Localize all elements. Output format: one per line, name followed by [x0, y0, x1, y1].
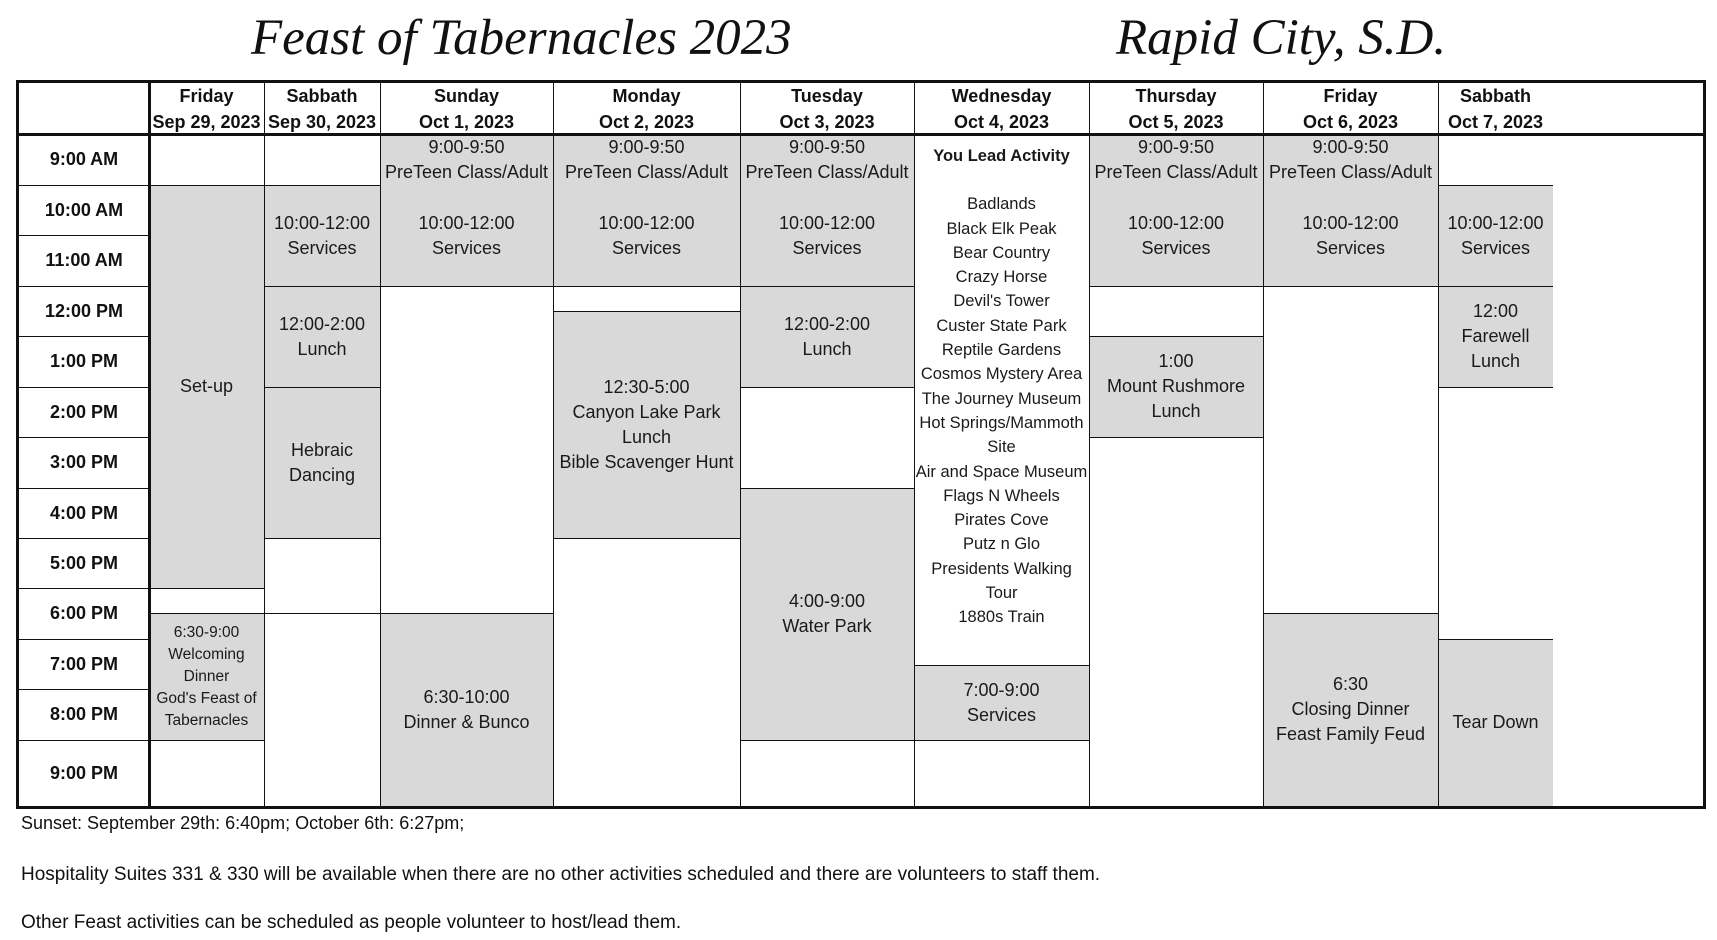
block-line [149, 185, 264, 186]
event-thu-mount-rushmore: 1:00 Mount Rushmore Lunch [1089, 336, 1263, 437]
block-line [1089, 286, 1263, 287]
block-line [740, 286, 914, 287]
block-line [149, 740, 264, 741]
event-mon-preteen-class: 9:00-9:50 PreTeen Class/Adult [553, 134, 740, 185]
day-column-line [1438, 83, 1439, 806]
time-row-line [19, 336, 149, 337]
time-label-2pm: 2:00 PM [49, 401, 119, 422]
time-label-11am: 11:00 AM [45, 250, 123, 270]
day-column-line [1263, 83, 1264, 806]
block-line [264, 185, 380, 186]
day-header-fri-sep29: Friday Sep 29, 2023 [152, 86, 261, 132]
time-row-line [19, 588, 149, 589]
block-line [264, 286, 380, 287]
block-line [1438, 639, 1553, 640]
hospitality-note: Hospitality Suites 331 & 330 will be available when there are no other activities scheduled and there are volunteers to staff them. [21, 864, 1101, 885]
event-wed-you-lead-activity: You Lead Activity Badlands Black Elk Peak Bear Country Crazy Horse Devil's Tower Custer State Park Reptile Gardens Cosmos Mystery Area The Journey Museum Hot Springs/Mammoth Site Air and Space Museum Flags N Wheels Pirates Cove Putz n Glo Presidents Walking Tour 1880s Train [915, 147, 1088, 627]
day-header-sun-oct1: Sunday Oct 1, 2023 [418, 86, 515, 132]
time-label-5pm: 5:00 PM [49, 552, 119, 573]
block-line [553, 538, 740, 539]
event-fri-welcoming-dinner: 6:30-9:00 Welcoming Dinner God's Feast of Tabernacles [149, 613, 264, 740]
page-title: Feast of Tabernacles 2023 [251, 10, 792, 66]
day-header-sab-oct7: Sabbath Oct 7, 2023 [1447, 86, 1544, 132]
event-sun-dinner-bunco: 6:30-10:00 Dinner & Bunco [380, 613, 553, 806]
event-fri-closing-dinner: 6:30 Closing Dinner Feast Family Feud [1263, 613, 1438, 806]
block-line [149, 588, 264, 589]
time-row-line [19, 437, 149, 438]
time-label-3pm: 3:00 PM [49, 452, 119, 472]
time-label-12pm: 12:00 PM [44, 300, 124, 321]
block-line [740, 740, 914, 741]
time-label-8pm: 8:00 PM [49, 704, 119, 724]
block-line [553, 311, 740, 312]
day-header-tue-oct3: Tuesday Oct 3, 2023 [779, 86, 875, 132]
time-row-line [19, 740, 149, 741]
block-line [1089, 336, 1263, 337]
day-column-line [1089, 83, 1090, 806]
time-column-divider [148, 83, 151, 806]
event-tue-services: 10:00-12:00 Services [740, 185, 914, 286]
time-label-4pm: 4:00 PM [49, 502, 119, 523]
event-sab2-farewell-lunch: 12:00 Farewell Lunch [1438, 286, 1553, 387]
block-line [1263, 286, 1438, 287]
day-column-line [914, 83, 915, 806]
block-line [1263, 613, 1438, 614]
time-row-line [19, 387, 149, 388]
day-column-line [553, 83, 554, 806]
event-thu-services: 10:00-12:00 Services [1089, 185, 1263, 286]
time-row-line [19, 488, 149, 489]
day-column-line [264, 83, 265, 806]
time-row-line [19, 689, 149, 690]
time-row-line [19, 538, 149, 539]
block-line [740, 488, 914, 489]
time-label-7pm: 7:00 PM [49, 653, 119, 674]
header-divider [19, 133, 1703, 136]
event-mon-canyon-lake-park: 12:30-5:00 Canyon Lake Park Lunch Bible Scavenger Hunt [553, 311, 740, 538]
block-line [1438, 286, 1553, 287]
day-header-mon-oct2: Monday Oct 2, 2023 [598, 86, 695, 132]
time-row-line [19, 639, 149, 640]
day-header-thu-oct5: Thursday Oct 5, 2023 [1128, 86, 1224, 132]
block-line [149, 613, 264, 614]
other-activities-note: Other Feast activities can be scheduled as people volunteer to host/lead them. [21, 912, 682, 933]
block-line [1438, 185, 1553, 186]
event-sab-lunch: 12:00-2:00 Lunch [264, 286, 380, 387]
block-line [914, 665, 1089, 666]
day-header-sab-sep30: Sabbath Sep 30, 2023 [267, 86, 377, 132]
event-tue-lunch: 12:00-2:00 Lunch [740, 286, 914, 387]
schedule-grid [16, 80, 1706, 809]
event-thu-preteen-class: 9:00-9:50 PreTeen Class/Adult [1089, 134, 1263, 185]
time-row-line [19, 286, 149, 287]
block-line [1089, 437, 1263, 438]
block-line [264, 387, 380, 388]
day-header-wed-oct4: Wednesday Oct 4, 2023 [951, 86, 1052, 132]
time-row-line [19, 235, 149, 236]
block-line [553, 286, 740, 287]
event-sab-hebraic-dancing: Hebraic Dancing [264, 387, 380, 538]
event-sab-services: 10:00-12:00 Services [264, 185, 380, 286]
time-label-9am: 9:00 AM [49, 149, 119, 169]
day-header-fri-oct6: Friday Oct 6, 2023 [1302, 86, 1399, 132]
time-label-10am: 10:00 AM [44, 199, 124, 220]
event-fri-setup: Set-up [149, 185, 264, 588]
time-label-6pm: 6:00 PM [49, 603, 119, 623]
event-mon-services: 10:00-12:00 Services [553, 185, 740, 286]
time-label-1pm: 1:00 PM [49, 351, 119, 371]
event-sab2-services: 10:00-12:00 Services [1438, 185, 1553, 286]
block-line [264, 538, 380, 539]
day-column-line [380, 83, 381, 806]
event-wed-services: 7:00-9:00 Services [914, 665, 1089, 740]
block-line [380, 613, 553, 614]
block-line [264, 613, 380, 614]
event-sab2-tear-down: Tear Down [1438, 639, 1553, 806]
event-sun-preteen-class: 9:00-9:50 PreTeen Class/Adult [380, 134, 553, 185]
block-line [740, 387, 914, 388]
time-label-9pm: 9:00 PM [49, 762, 119, 783]
day-column-line [740, 83, 741, 806]
event-tue-preteen-class: 9:00-9:50 PreTeen Class/Adult [740, 134, 914, 185]
event-tue-water-park: 4:00-9:00 Water Park [740, 488, 914, 740]
event-fri-services: 10:00-12:00 Services [1263, 185, 1438, 286]
event-fri-preteen-class: 9:00-9:50 PreTeen Class/Adult [1263, 134, 1438, 185]
block-line [1438, 387, 1553, 388]
block-line [380, 286, 553, 287]
time-row-line [19, 185, 149, 186]
sunset-note: Sunset: September 29th: 6:40pm; October 6th: 6:27pm; [21, 813, 465, 833]
block-line [914, 740, 1089, 741]
location-title: Rapid City, S.D. [1116, 10, 1447, 66]
event-sun-services: 10:00-12:00 Services [380, 185, 553, 286]
